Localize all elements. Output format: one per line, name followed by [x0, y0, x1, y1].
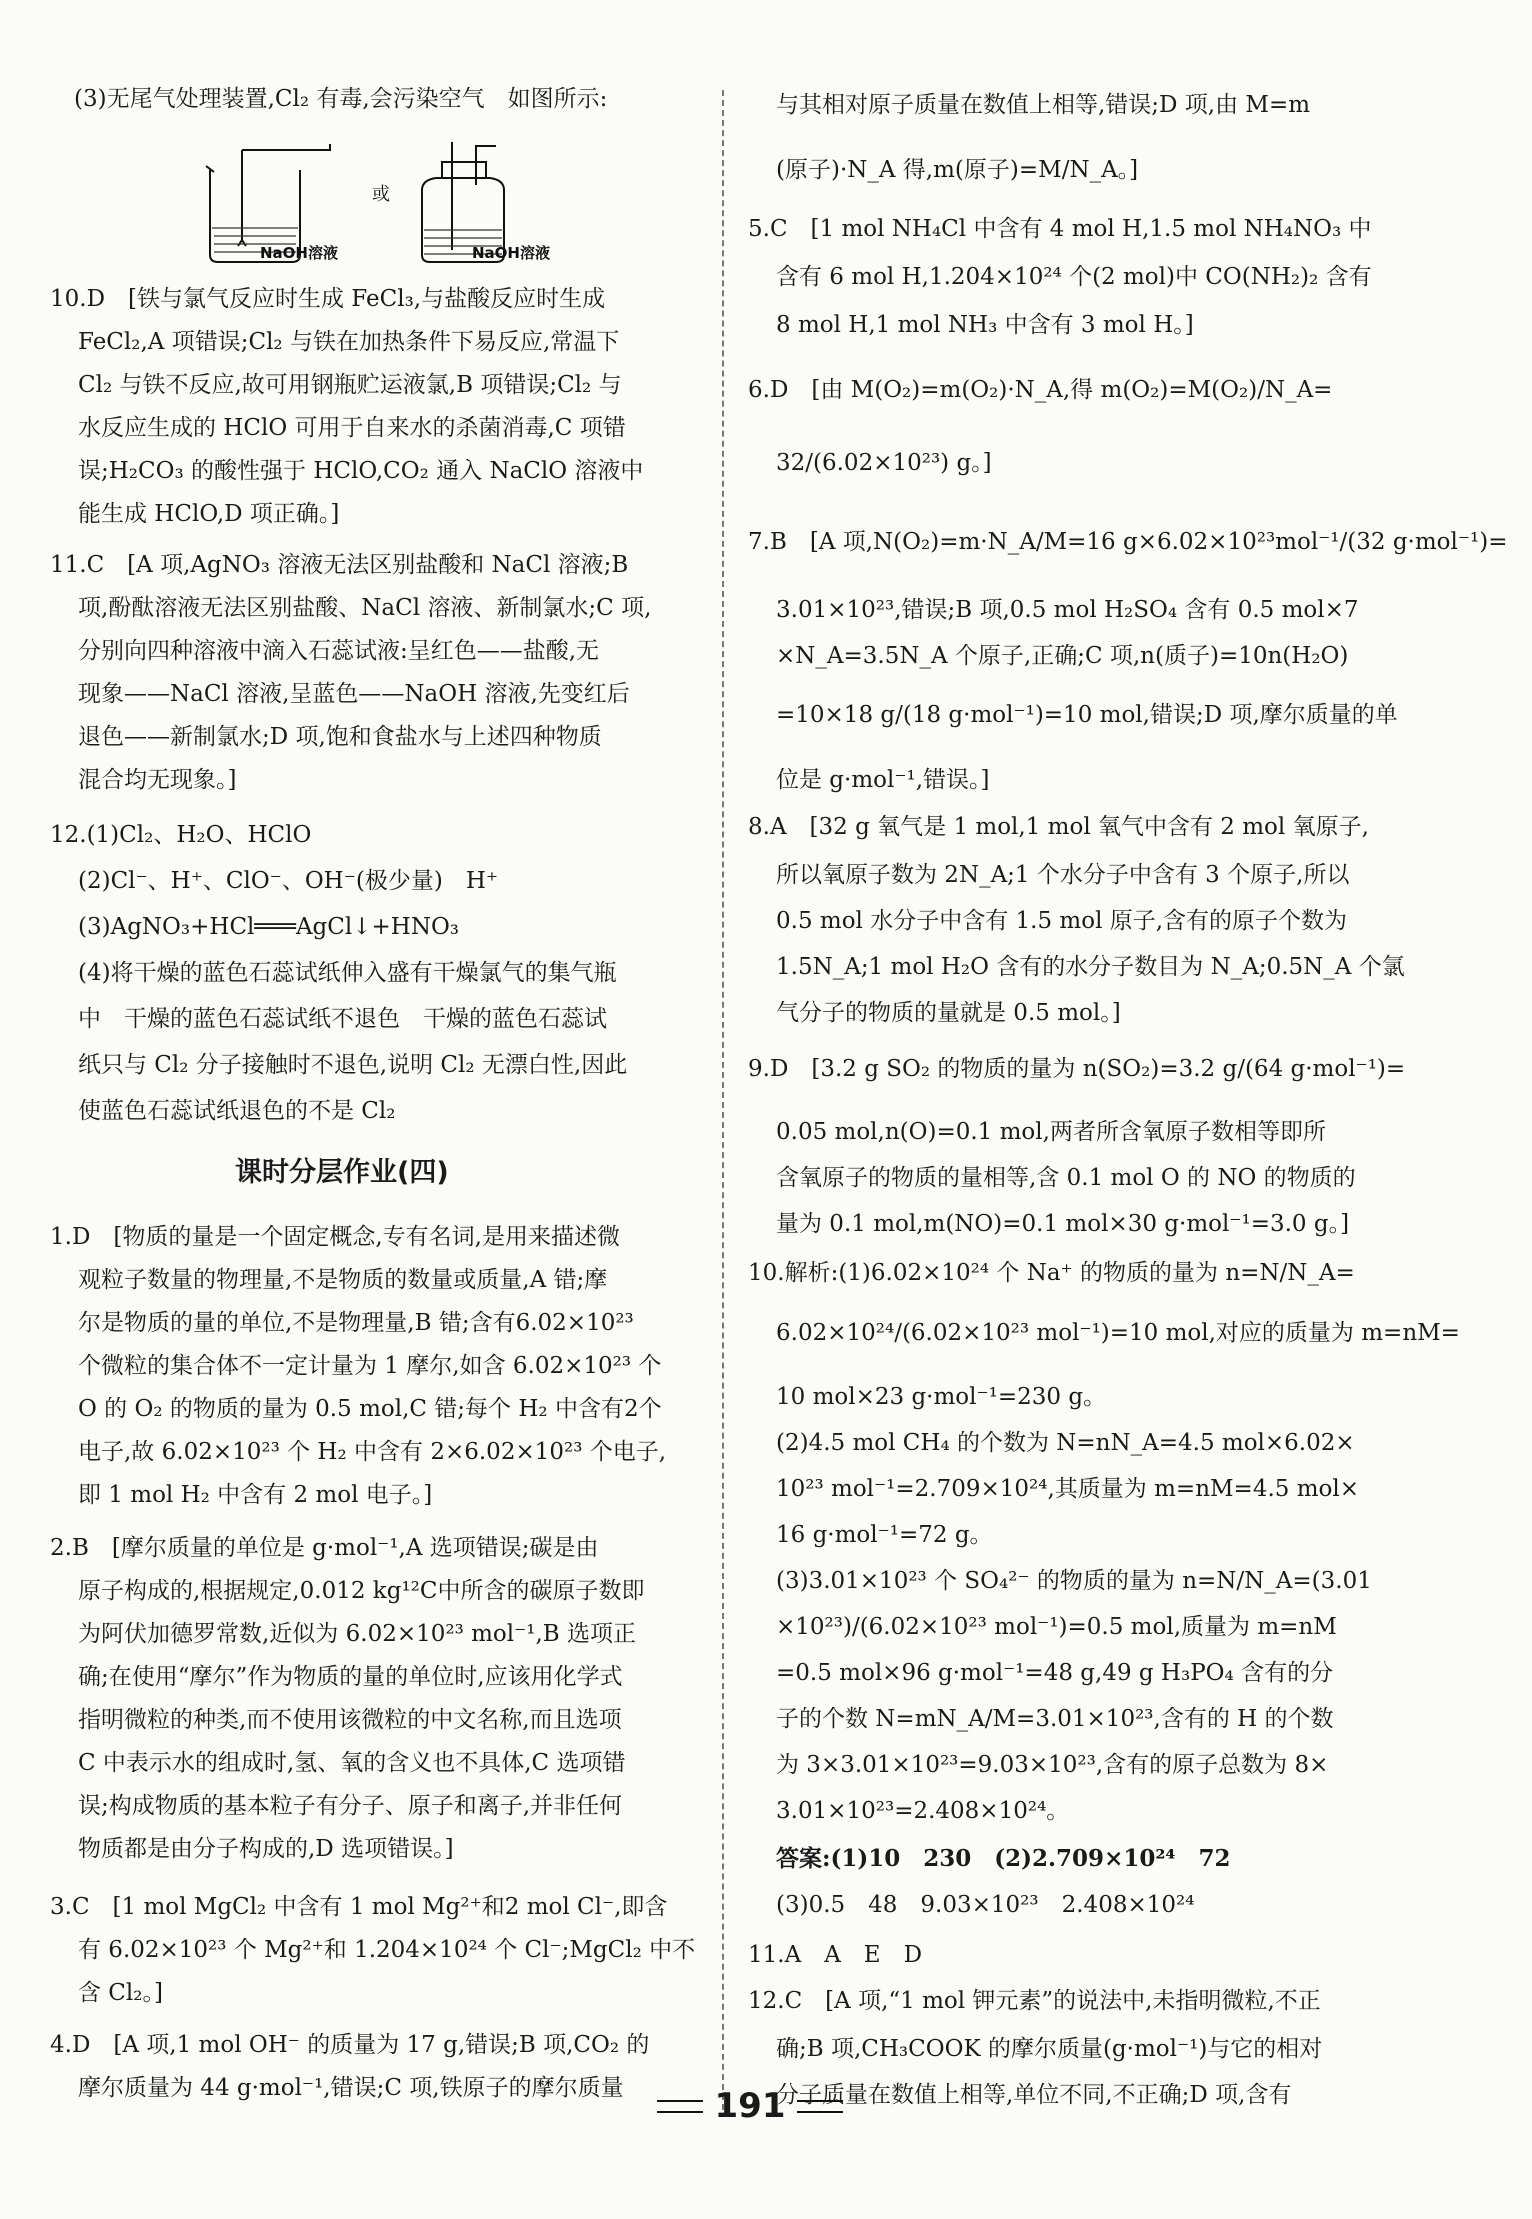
text-line: 0.5 mol 水分子中含有 1.5 mol 原子,含有的原子个数为	[776, 908, 1348, 934]
text-line: 10.解析:(1)6.02×10²⁴ 个 Na⁺ 的物质的量为 n=N/N_A=	[748, 1260, 1355, 1286]
text-line: 水反应生成的 HClO 可用于自来水的杀菌消毒,C 项错	[78, 415, 626, 441]
text-line: (4)将干燥的蓝色石蕊试纸伸入盛有干燥氯气的集气瓶	[78, 960, 617, 986]
text-line: 11.C [A 项,AgNO₃ 溶液无法区别盐酸和 NaCl 溶液;B	[50, 552, 629, 578]
text-line: 10 mol×23 g·mol⁻¹=230 g。	[776, 1384, 1107, 1410]
text-line: 现象——NaCl 溶液,呈蓝色——NaOH 溶液,先变红后	[78, 681, 630, 707]
text-line: ×10²³)/(6.02×10²³ mol⁻¹)=0.5 mol,质量为 m=nM	[776, 1614, 1337, 1640]
text-line: FeCl₂,A 项错误;Cl₂ 与铁在加热条件下易反应,常温下	[78, 329, 620, 355]
text-line: 物质都是由分子构成的,D 选项错误。]	[78, 1836, 454, 1862]
text-line: (3)0.5 48 9.03×10²³ 2.408×10²⁴	[776, 1892, 1195, 1918]
footer-rule-right	[797, 2100, 843, 2113]
text-line: 个微粒的集合体不一定计量为 1 摩尔,如含 6.02×10²³ 个	[78, 1353, 662, 1379]
text-line: 位是 g·mol⁻¹,错误。]	[776, 767, 990, 793]
text-line: 8 mol H,1 mol NH₃ 中含有 3 mol H。]	[776, 312, 1194, 338]
text-line: 为 3×3.01×10²³=9.03×10²³,含有的原子总数为 8×	[776, 1752, 1329, 1778]
text-line: (3)3.01×10²³ 个 SO₄²⁻ 的物质的量为 n=N/N_A=(3.01	[776, 1568, 1372, 1594]
text-line: 子的个数 N=mN_A/M=3.01×10²³,含有的 H 的个数	[776, 1706, 1334, 1732]
text-line: 8.A [32 g 氧气是 1 mol,1 mol 氧气中含有 2 mol 氧原子,	[748, 814, 1369, 840]
text-line: 误;H₂CO₃ 的酸性强于 HClO,CO₂ 通入 NaClO 溶液中	[78, 458, 644, 484]
text-line: 能生成 HClO,D 项正确。]	[78, 501, 340, 527]
text-line: 6.D [由 M(O₂)=m(O₂)·N_A,得 m(O₂)=M(O₂)/N_A=	[748, 377, 1333, 403]
text-line: 混合均无现象。]	[78, 767, 237, 793]
page-number: 191	[714, 2086, 786, 2126]
text-line: (2)4.5 mol CH₄ 的个数为 N=nN_A=4.5 mol×6.02×	[776, 1430, 1355, 1456]
text-line: 12.C [A 项,“1 mol 钾元素”的说法中,未指明微粒,不正	[748, 1988, 1321, 2014]
text-line: 3.C [1 mol MgCl₂ 中含有 1 mol Mg²⁺和2 mol Cl⁻,即含	[50, 1894, 668, 1920]
text-line: (3)无尾气处理装置,Cl₂ 有毒,会污染空气 如图所示:	[74, 86, 608, 112]
text-line: 0.05 mol,n(O)=0.1 mol,两者所含氧原子数相等即所	[776, 1119, 1326, 1145]
text-line: 指明微粒的种类,而不使用该微粒的中文名称,而且选项	[78, 1707, 622, 1733]
text-line: 6.02×10²⁴/(6.02×10²³ mol⁻¹)=10 mol,对应的质量为 m=nM=	[776, 1320, 1460, 1346]
text-line: 纸只与 Cl₂ 分子接触时不退色,说明 Cl₂ 无漂白性,因此	[78, 1052, 628, 1078]
text-line: ×N_A=3.5N_A 个原子,正确;C 项,n(质子)=10n(H₂O)	[776, 643, 1349, 669]
answer-line: 答案:(1)10 230 (2)2.709×10²⁴ 72	[776, 1845, 1231, 1872]
footer-rule-left	[657, 2100, 703, 2113]
text-line: 1.5N_A;1 mol H₂O 含有的水分子数目为 N_A;0.5N_A 个氯	[776, 954, 1405, 980]
text-line: 退色——新制氯水;D 项,饱和食盐水与上述四种物质	[78, 724, 602, 750]
text-line: 所以氧原子数为 2N_A;1 个水分子中含有 3 个原子,所以	[776, 862, 1350, 888]
column-divider	[722, 90, 724, 2110]
gas-absorption-diagram	[200, 140, 620, 270]
text-line: (3)AgNO₃+HCl═══AgCl↓+HNO₃	[78, 914, 460, 940]
text-line: 5.C [1 mol NH₄Cl 中含有 4 mol H,1.5 mol NH₄NO₃ 中	[748, 216, 1372, 242]
text-line: 即 1 mol H₂ 中含有 2 mol 电子。]	[78, 1482, 433, 1508]
text-line: 与其相对原子质量在数值上相等,错误;D 项,由 M=m	[776, 92, 1311, 118]
text-line: 分子质量在数值上相等,单位不同,不正确;D 项,含有	[776, 2082, 1292, 2108]
text-line: (2)Cl⁻、H⁺、ClO⁻、OH⁻(极少量) H⁺	[78, 868, 499, 894]
text-line: 2.B [摩尔质量的单位是 g·mol⁻¹,A 选项错误;碳是由	[50, 1535, 599, 1561]
text-line: 16 g·mol⁻¹=72 g。	[776, 1522, 993, 1548]
text-line: 观粒子数量的物理量,不是物质的数量或质量,A 错;摩	[78, 1267, 608, 1293]
text-line: 1.D [物质的量是一个固定概念,专有名词,是用来描述微	[50, 1224, 620, 1250]
text-line: O 的 O₂ 的物质的量为 0.5 mol,C 错;每个 H₂ 中含有2个	[78, 1396, 662, 1422]
text-line: 有 6.02×10²³ 个 Mg²⁺和 1.204×10²⁴ 个 Cl⁻;MgCl₂ 中不	[78, 1937, 696, 1963]
naoh-label-1: NaOH溶液	[260, 244, 338, 262]
text-line: 11.A A E D	[748, 1942, 923, 1968]
text-line: 10²³ mol⁻¹=2.709×10²⁴,其质量为 m=nM=4.5 mol×	[776, 1476, 1359, 1502]
text-line: 10.D [铁与氯气反应时生成 FeCl₃,与盐酸反应时生成	[50, 286, 606, 312]
text-line: 原子构成的,根据规定,0.012 kg¹²C中所含的碳原子数即	[78, 1578, 645, 1604]
text-line: 气分子的物质的量就是 0.5 mol。]	[776, 1000, 1121, 1026]
text-line: 中 干燥的蓝色石蕊试纸不退色 干燥的蓝色石蕊试	[78, 1006, 607, 1032]
text-line: C 中表示水的组成时,氢、氧的含义也不具体,C 选项错	[78, 1750, 626, 1776]
text-line: 7.B [A 项,N(O₂)=m·N_A/M=16 g×6.02×10²³mol⁻¹/(32 g·mol⁻¹)=	[748, 529, 1508, 555]
or-label: 或	[372, 184, 390, 205]
naoh-label-2: NaOH溶液	[472, 244, 550, 262]
text-line: 使蓝色石蕊试纸退色的不是 Cl₂	[78, 1098, 396, 1124]
text-line: 尔是物质的量的单位,不是物理量,B 错;含有6.02×10²³	[78, 1310, 634, 1336]
text-line: 4.D [A 项,1 mol OH⁻ 的质量为 17 g,错误;B 项,CO₂ 的	[50, 2032, 650, 2058]
text-line: (原子)·N_A 得,m(原子)=M/N_A。]	[776, 157, 1139, 183]
text-line: 电子,故 6.02×10²³ 个 H₂ 中含有 2×6.02×10²³ 个电子,	[78, 1439, 667, 1465]
text-line: 摩尔质量为 44 g·mol⁻¹,错误;C 项,铁原子的摩尔质量	[78, 2075, 624, 2101]
text-line: 确;B 项,CH₃COOK 的摩尔质量(g·mol⁻¹)与它的相对	[776, 2036, 1323, 2062]
text-line: 9.D [3.2 g SO₂ 的物质的量为 n(SO₂)=3.2 g/(64 g·mol⁻¹)=	[748, 1056, 1406, 1082]
page-footer	[640, 2086, 860, 2126]
text-line: 为阿伏加德罗常数,近似为 6.02×10²³ mol⁻¹,B 选项正	[78, 1621, 637, 1647]
section-heading: 课时分层作业(四)	[235, 1157, 449, 1188]
text-line: 含 Cl₂。]	[78, 1980, 163, 2006]
text-line: 量为 0.1 mol,m(NO)=0.1 mol×30 g·mol⁻¹=3.0 g。]	[776, 1211, 1350, 1237]
text-line: 3.01×10²³=2.408×10²⁴。	[776, 1798, 1070, 1824]
text-line: 确;在使用“摩尔”作为物质的量的单位时,应该用化学式	[78, 1664, 623, 1690]
text-line: 含氧原子的物质的量相等,含 0.1 mol O 的 NO 的物质的	[776, 1165, 1356, 1191]
text-line: 分别向四种溶液中滴入石蕊试液:呈红色——盐酸,无	[78, 638, 600, 664]
text-line: =0.5 mol×96 g·mol⁻¹=48 g,49 g H₃PO₄ 含有的分	[776, 1660, 1334, 1686]
text-line: 12.(1)Cl₂、H₂O、HClO	[50, 822, 312, 848]
text-line: 3.01×10²³,错误;B 项,0.5 mol H₂SO₄ 含有 0.5 mol×7	[776, 597, 1359, 623]
text-line: =10×18 g/(18 g·mol⁻¹)=10 mol,错误;D 项,摩尔质量的单	[776, 702, 1398, 728]
text-line: 含有 6 mol H,1.204×10²⁴ 个(2 mol)中 CO(NH₂)₂ 含有	[776, 264, 1372, 290]
text-line: 误;构成物质的基本粒子有分子、原子和离子,并非任何	[78, 1793, 623, 1819]
text-line: Cl₂ 与铁不反应,故可用钢瓶贮运液氯,B 项错误;Cl₂ 与	[78, 372, 622, 398]
text-line: 项,酚酞溶液无法区别盐酸、NaCl 溶液、新制氯水;C 项,	[78, 595, 652, 621]
text-line: 32/(6.02×10²³) g。]	[776, 450, 992, 476]
